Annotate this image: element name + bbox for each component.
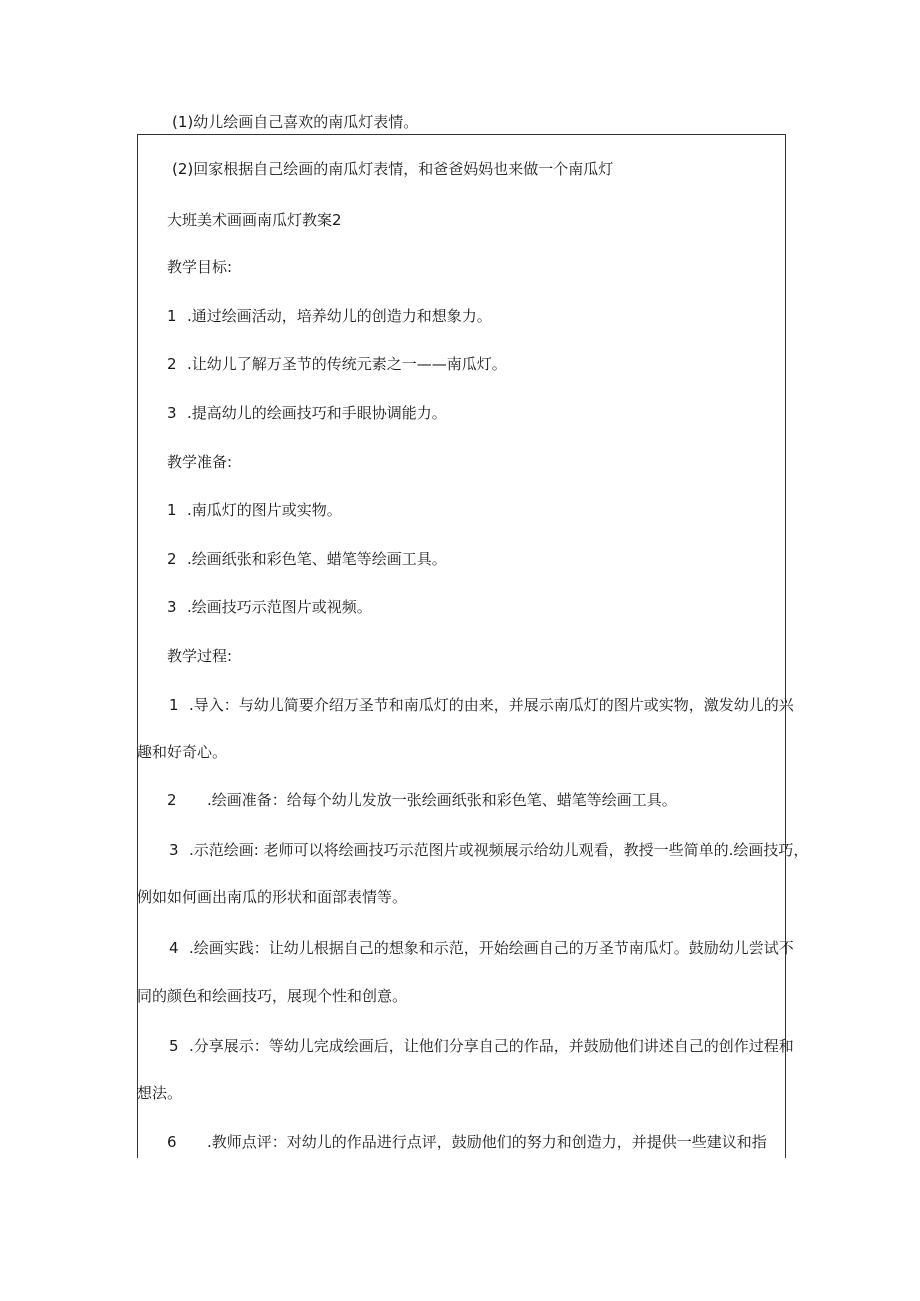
goal-2-number: 2 [167,355,177,373]
process-3-cont: 例如如何画出南瓜的形状和面部表情等。 [137,888,408,906]
prep-2-text: .绘画纸张和彩色笔、蜡笔等绘画工具。 [187,550,447,568]
prep-1-number: 1 [167,501,177,519]
prep-heading: 教学准备: [167,453,233,471]
process-3-text: .示范绘画: 老师可以将绘画技巧示范图片或视频展示给幼儿观看，教授一些简单的.绘画技巧， [189,841,809,859]
process-5-text: .分享展示：等幼儿完成绘画后，让他们分享自己的作品，并鼓励他们讲述自己的创作过程和 [189,1037,794,1055]
process-6-number: 6 [167,1133,177,1151]
process-1-number: 1 [169,696,179,714]
process-1-cont: 趣和好奇心。 [137,743,228,761]
goal-2-text: .让幼儿了解万圣节的传统元素之一——南瓜灯。 [187,355,507,373]
process-4-text: .绘画实践：让幼儿根据自己的想象和示范，开始绘画自己的万圣节南瓜灯。鼓励幼儿尝试不 [189,939,794,957]
prep-1-text: .南瓜灯的图片或实物。 [187,501,342,519]
prep-3-text: .绘画技巧示范图片或视频。 [187,598,372,616]
process-2-text: .绘画准备：给每个幼儿发放一张绘画纸张和彩色笔、蜡笔等绘画工具。 [207,791,677,809]
process-5-cont: 想法。 [137,1084,183,1102]
intro-line-2: (2)回家根据自己绘画的南瓜灯表情，和爸爸妈妈也来做一个南瓜灯 [172,160,614,178]
process-4-number: 4 [169,939,179,957]
prep-2-number: 2 [167,550,177,568]
process-6-text: .教师点评：对幼儿的作品进行点评，鼓励他们的努力和创造力，并提供一些建议和指 [207,1133,767,1151]
process-2-number: 2 [167,791,177,809]
goal-1-number: 1 [167,307,177,325]
process-5-number: 5 [169,1037,179,1055]
process-3-number: 3 [169,841,179,859]
goal-3-number: 3 [167,404,177,422]
section-title: 大班美术画画南瓜灯教案2 [167,211,342,229]
prep-3-number: 3 [167,598,177,616]
goals-heading: 教学目标: [167,258,233,276]
process-4-cont: 同的颜色和绘画技巧，展现个性和创意。 [137,987,408,1005]
goal-3-text: .提高幼儿的绘画技巧和手眼协调能力。 [187,404,447,422]
process-heading: 教学过程: [167,647,233,665]
goal-1-text: .通过绘画活动，培养幼儿的创造力和想象力。 [187,307,492,325]
intro-line-1: (1)幼儿绘画自己喜欢的南瓜灯表情。 [172,113,419,131]
process-1-text: .导入：与幼儿简要介绍万圣节和南瓜灯的由来，并展示南瓜灯的图片或实物，激发幼儿的兴 [189,696,794,714]
